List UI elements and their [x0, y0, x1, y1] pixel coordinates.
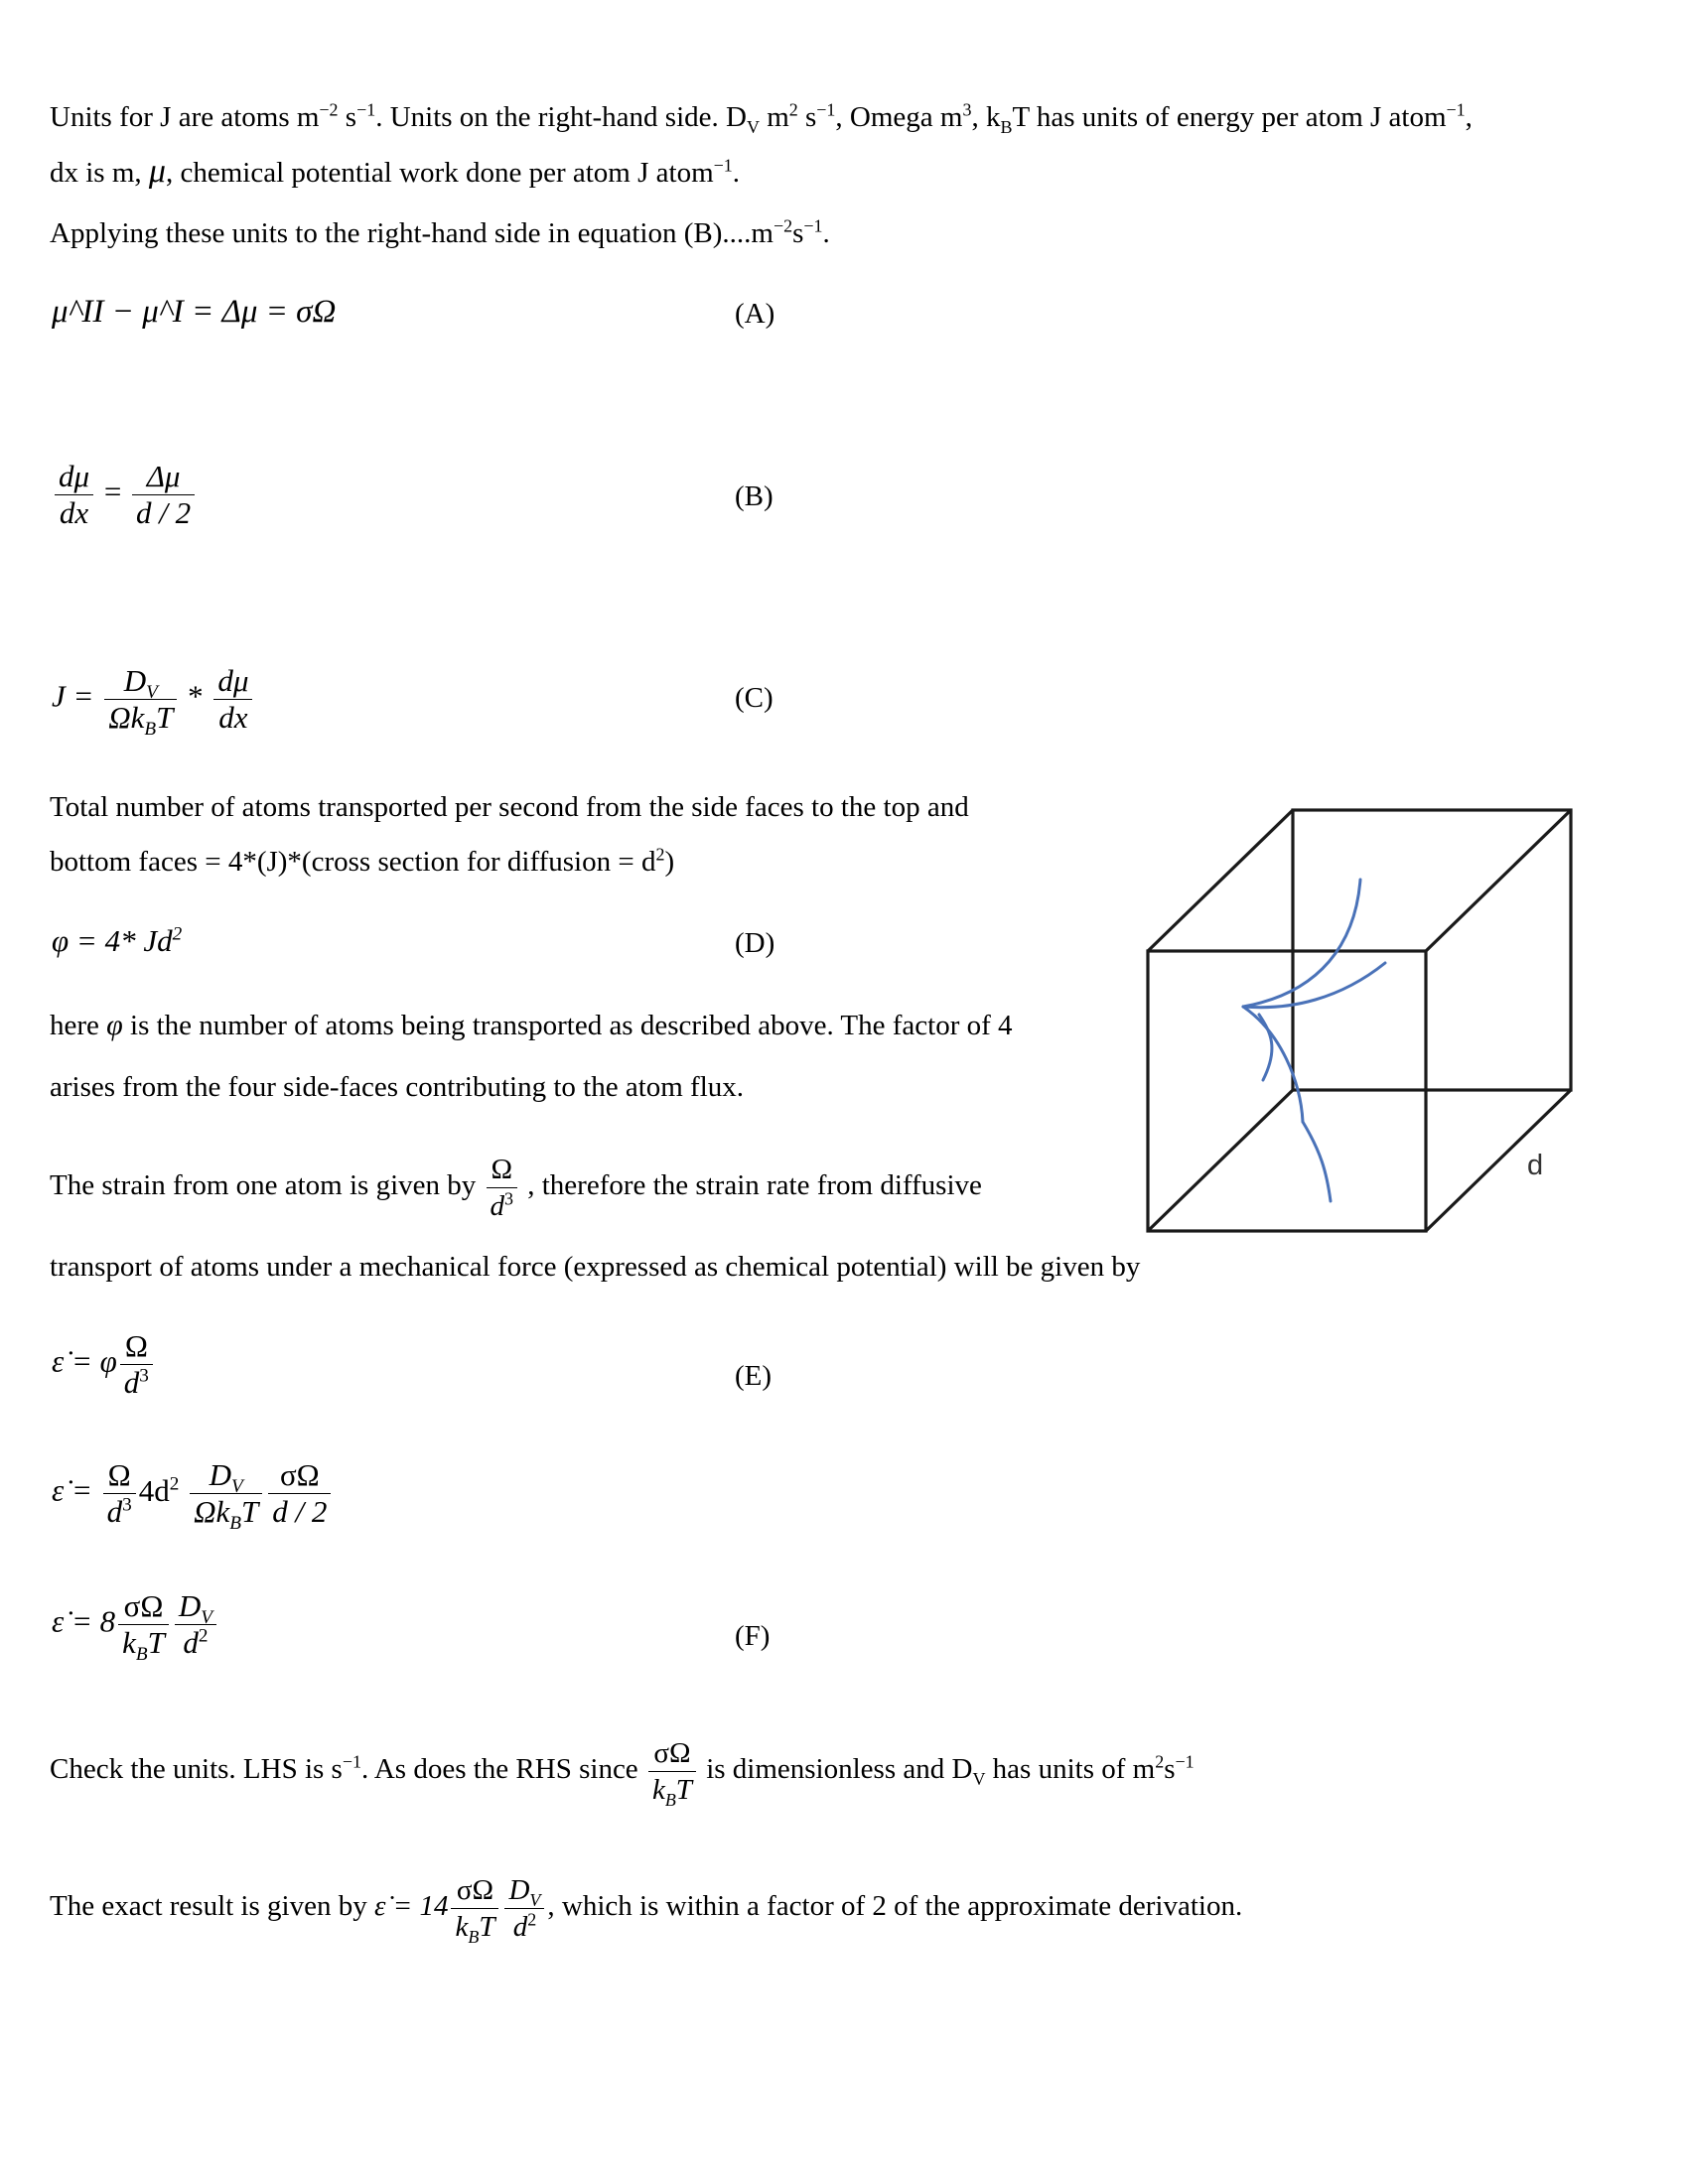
intro-line-2: dx is m, μ, chemical potential work done per atom J atom$^{-1}$. — [50, 153, 740, 190]
equation-e-expanded: ε̇ = $\frac{\Omega}{d^3}$ $4d^2$ $\frac{D_V}{\Omega k_BT}$ $\frac{\sigma\Omega}{d / 2}$ — [52, 1457, 334, 1530]
equation-b: $\frac{d\mu}{dx}$ = $\frac{\Delta\mu}{d / 2}$ — [52, 459, 198, 531]
equation-f-label: (F) — [735, 1620, 771, 1652]
paragraph-here: here φ is the number of atoms being transported as described above. The factor of 4 — [50, 1009, 1013, 1041]
equation-a: μ^II − μ^I = Δμ = σΩ — [52, 294, 337, 330]
equation-c-label: (C) — [735, 682, 774, 714]
intro-line-3: Applying these units to the right-hand side in equation $(B)....m^{-2}s^{-1}$. — [50, 215, 830, 249]
paragraph-total-line-1: Total number of atoms transported per second from the side faces to the top and — [50, 791, 969, 823]
cube-edges — [1148, 810, 1571, 1231]
diffusion-curves — [1243, 880, 1385, 1201]
equation-e: ε̇ = φ $\frac{\Omega}{d^3}$ — [52, 1328, 156, 1401]
equation-c: J = $\frac{D_V}{\Omega k_BT}$ * $\frac{d\mu}{dx}$ — [52, 663, 255, 736]
equation-d: φ = 4* Jd$^2$ — [52, 923, 183, 958]
diffusion-curve-tail — [1303, 1122, 1331, 1201]
diffusion-curve-inner — [1259, 1015, 1272, 1080]
cube-edge-top-right — [1426, 810, 1571, 951]
intro-line-1: Units for J are atoms $m^{-2}$ $s^{-1}$. Units on the right-hand side. $D_V$ $m^2$ $s^{-1}$, Omega $m^3$, $k_BT$ has units of energy per atom J atom$^{-1}$, — [50, 99, 1473, 137]
equation-d-label: (D) — [735, 927, 775, 959]
cube-edge-bottom-left — [1148, 1090, 1293, 1231]
equation-a-label: (A) — [735, 298, 775, 330]
paragraph-exact-result: The exact result is given by ε̇ = 14 $\frac{\sigma\Omega}{k_BT}$ $\frac{D_V}{d^2}$ , which is within a factor of 2 of the approximate derivation. — [50, 1874, 1243, 1947]
cube-edge-bottom-right — [1426, 1090, 1571, 1231]
edge-length-label: d — [1527, 1150, 1544, 1181]
diffusion-curve-top — [1243, 880, 1360, 1007]
paragraph-check-units: Check the units. LHS is $s^{-1}$. As does the RHS since $\frac{\sigma\Omega}{k_BT}$ is dimensionless and $D_V$ has units of $m^2s^{-1}$ — [50, 1737, 1195, 1810]
paragraph-transport: transport of atoms under a mechanical force (expressed as chemical potential) will be given by — [50, 1251, 1141, 1283]
paragraph-arises: arises from the four side-faces contributing to the atom flux. — [50, 1071, 745, 1103]
cube-edge-top-left — [1148, 810, 1293, 951]
cube-diagram — [1132, 794, 1609, 1251]
equation-f: ε̇ = 8 $\frac{\sigma\Omega}{k_BT}$ $\frac{D_V}{d^2}$ — [52, 1588, 219, 1661]
paragraph-total-line-2: bottom faces = 4*(J)*(cross section for diffusion = $d^2$) — [50, 844, 675, 878]
equation-e-label: (E) — [735, 1360, 773, 1392]
paragraph-strain: The strain from one atom is given by $\frac{\Omega}{d^3}$ , therefore the strain rate from diffusive — [50, 1154, 982, 1222]
equation-b-label: (B) — [735, 480, 774, 512]
